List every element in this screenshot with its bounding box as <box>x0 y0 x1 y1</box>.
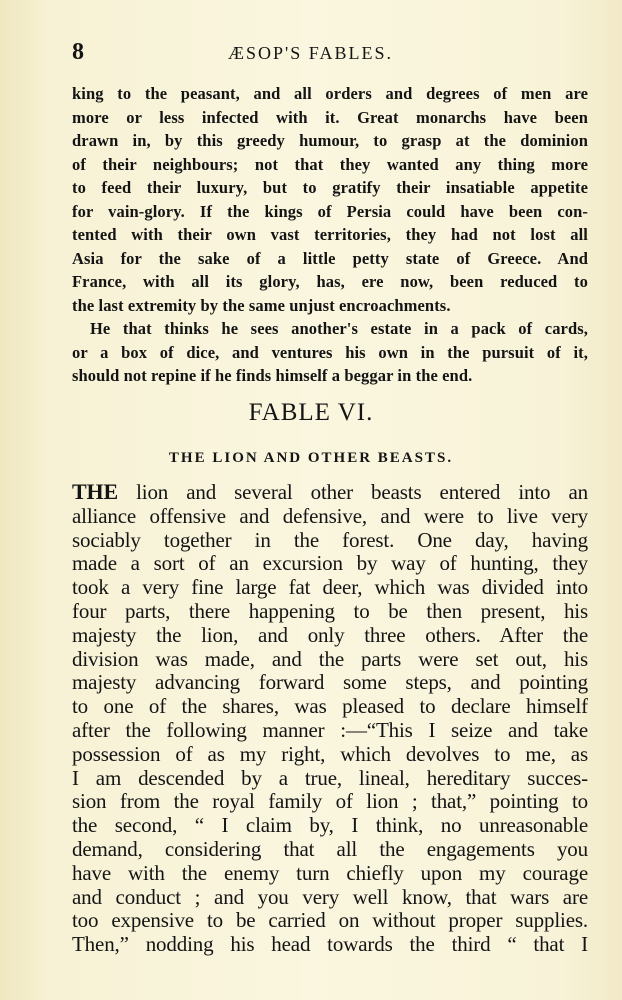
first-line-text: lion and several other beasts entered into an <box>118 480 588 504</box>
text-line: to one of the shares, was pleased to declare himself <box>72 695 588 719</box>
page-number: 8 <box>72 39 84 65</box>
text-line: took a very fine large fat deer, which was divided into <box>72 576 588 600</box>
text-line: alliance offensive and defensive, and were to live very <box>72 504 588 528</box>
running-head: ÆSOP'S FABLES. <box>228 43 393 63</box>
text-line: too expensive to be carried on without proper supplies. <box>72 909 588 933</box>
text-line: majesty the lion, and only three others. After the <box>72 623 588 647</box>
first-text-line <box>72 480 588 505</box>
text-line: I am descended by a true, lineal, hereditary succes- <box>72 766 588 790</box>
text-line: the second, “ I claim by, I think, no unreasonable <box>72 814 588 838</box>
text-line: drawn in, by this greedy humour, to grasp at the dominion <box>72 131 588 150</box>
moral-paragraph-1 <box>72 82 588 317</box>
text-line: of their neighbours; not that they wanted any thing more <box>72 154 588 174</box>
text-line: four parts, there happening to be then present, his <box>72 599 588 623</box>
text-line: king to the peasant, and all orders and degrees of men are <box>72 84 588 103</box>
text-line: sociably together in the forest. One day, having <box>72 528 588 552</box>
text-line: tented with their own vast territories, they had not lost all <box>72 225 588 244</box>
text-line: majesty advancing forward some steps, and pointing <box>72 671 588 695</box>
text-line: made a sort of an excursion by way of hunting, they <box>72 552 588 576</box>
fable-paragraph <box>72 480 588 957</box>
text-line: the last extremity by the same unjust encroachments. <box>72 295 451 315</box>
text-line: and conduct ; and you very well know, that wars are <box>72 885 588 909</box>
text-line: have with the enemy turn chiefly upon my courage <box>72 861 588 885</box>
text-line: possession of as my right, which devolves to me, as <box>72 742 588 766</box>
fable-text-block <box>72 480 588 957</box>
moral-paragraph-2 <box>72 317 588 388</box>
text-line: for vain-glory. If the kings of Persia could have been con- <box>72 201 588 221</box>
text-line: Asia for the sake of a little petty state of Greece. And <box>72 248 588 268</box>
text-line: after the following manner :—“This I seize and take <box>72 718 588 742</box>
text-line: to feed their luxury, but to gratify their insatiable appetite <box>72 178 588 197</box>
text-line: more or less infected with it. Great monarchs have been <box>72 107 588 127</box>
fable-subtitle: THE LION AND OTHER BEASTS. <box>168 450 454 466</box>
text-line: sion from the royal family of lion ; that,” pointing to <box>72 790 588 814</box>
drop-cap-word: THE <box>72 480 119 504</box>
fable-heading: FABLE VI. <box>248 399 374 426</box>
moral-text-block <box>72 82 588 388</box>
text-line: France, with all its glory, has, ere now, been reduced to <box>72 272 588 291</box>
page-header <box>70 38 590 68</box>
text-line: Then,” nodding his head towards the third “ that I <box>72 933 588 957</box>
text-line: or a box of dice, and ventures his own in the pursuit of it, <box>72 342 588 362</box>
text-line: should not repine if he finds himself a beggar in the end. <box>72 366 473 385</box>
text-line: division was made, and the parts were set out, his <box>72 647 588 671</box>
text-line: He that thinks he sees another's estate in a pack of cards, <box>90 319 588 338</box>
text-line: demand, considering that all the engagements you <box>72 837 588 861</box>
